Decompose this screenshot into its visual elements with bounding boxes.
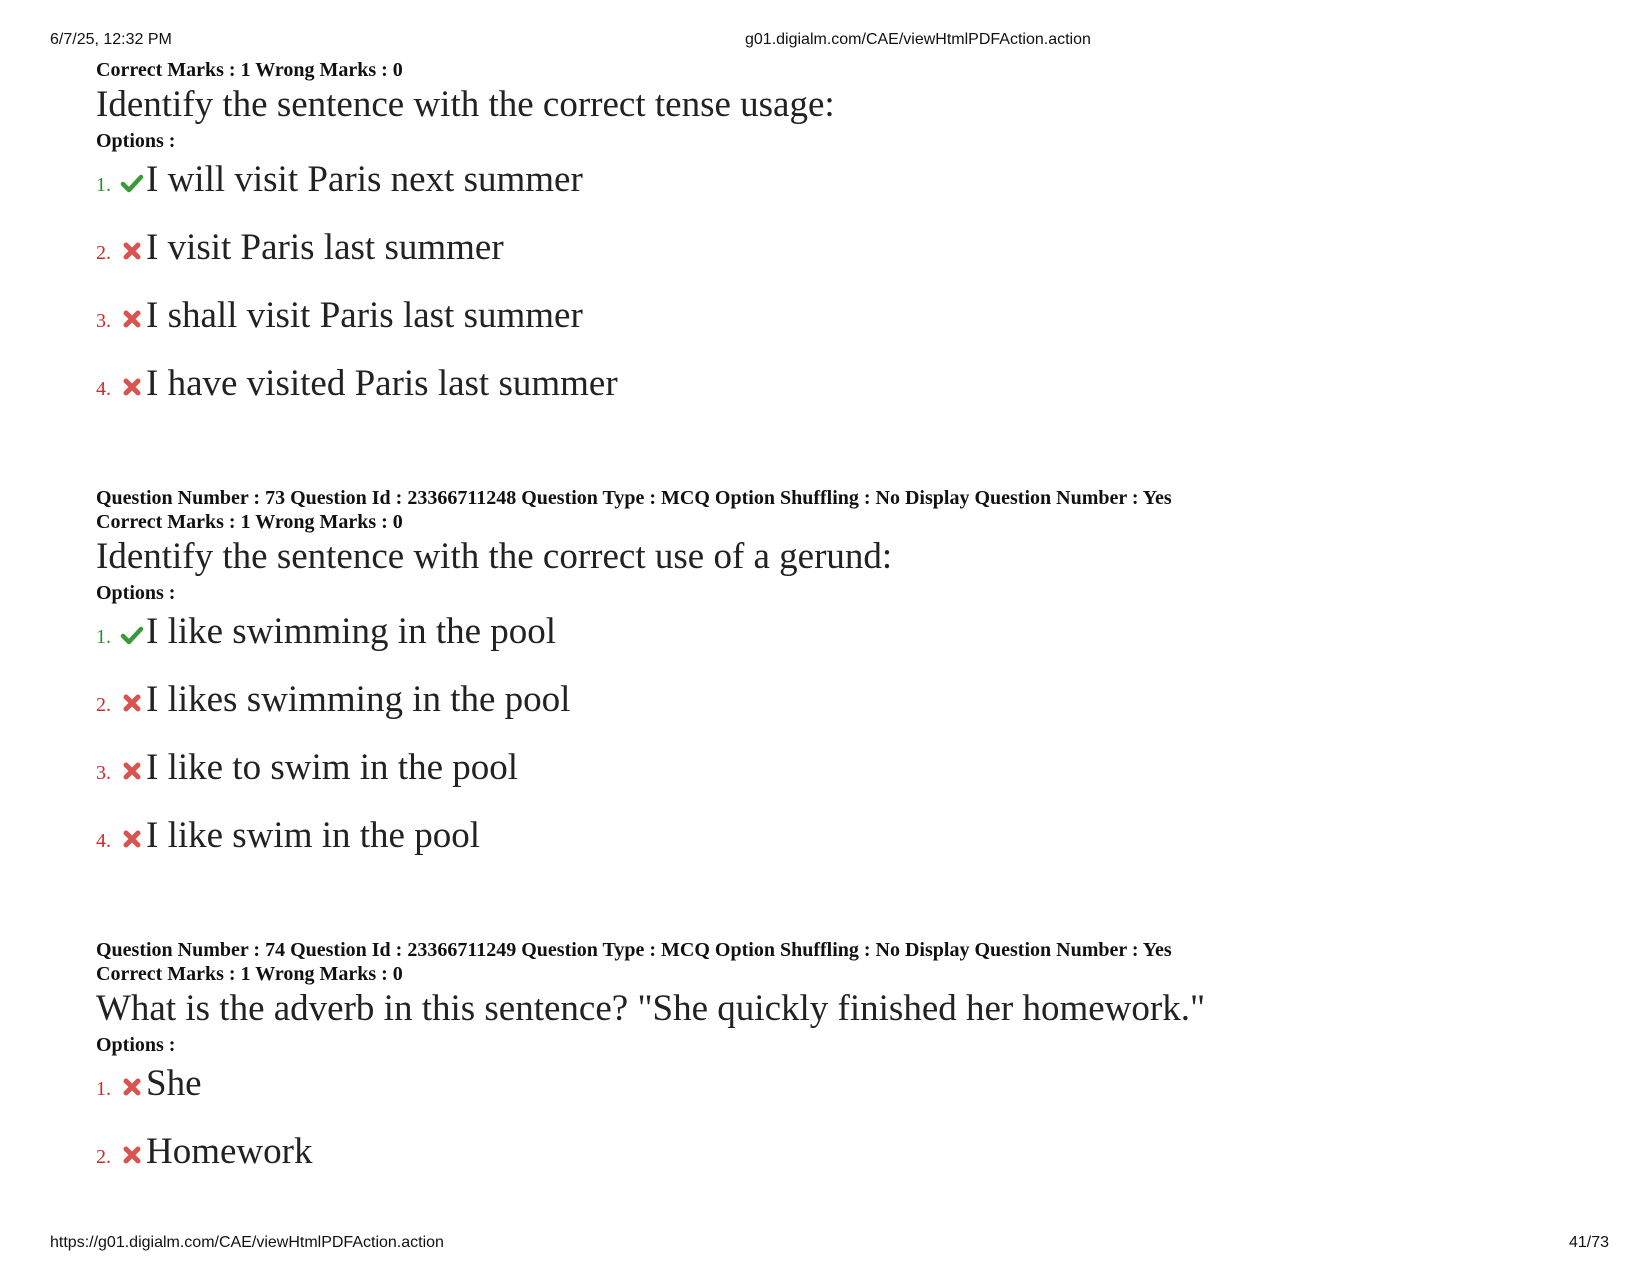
option-item: [96, 158, 1596, 226]
option-number: 1.: [96, 626, 111, 648]
question-meta: Question Number : 73 Question Id : 23366711248 Question Type : MCQ Option Shuffling : No Display Question Number : Yes: [96, 487, 1172, 509]
option-number: 2.: [96, 242, 111, 264]
option-item: [96, 610, 1596, 678]
option-text: She: [146, 1063, 202, 1104]
option-text: I have visited Paris last summer: [146, 363, 618, 404]
print-header: [0, 31, 1651, 53]
cross-icon: [120, 692, 144, 714]
cross-icon: [120, 760, 144, 782]
option-number: 4.: [96, 830, 111, 852]
print-footer: [0, 1234, 1651, 1256]
question-block: [96, 486, 1596, 882]
question-meta: Question Number : 74 Question Id : 23366711249 Question Type : MCQ Option Shuffling : No Display Question Number : Yes: [96, 939, 1172, 961]
page-number: 41/73: [1568, 1234, 1609, 1251]
option-text: I like to swim in the pool: [146, 747, 519, 788]
option-number: 2.: [96, 1146, 111, 1168]
print-footer-url: https://g01.digialm.com/CAE/viewHtmlPDFAction.action: [50, 1234, 444, 1251]
option-number: 3.: [96, 310, 111, 332]
print-header-url: g01.digialm.com/CAE/viewHtmlPDFAction.action: [745, 31, 1091, 48]
option-item: [96, 1062, 1596, 1130]
marks-line: Correct Marks : 1 Wrong Marks : 0: [96, 59, 403, 81]
option-text: I shall visit Paris last summer: [146, 295, 583, 336]
option-text: I like swimming in the pool: [146, 611, 557, 652]
cross-icon: [120, 1144, 144, 1166]
option-item: [96, 814, 1596, 882]
question-text: Identify the sentence with the correct use of a gerund:: [96, 536, 893, 577]
options-label: Options :: [96, 1034, 176, 1056]
question-text: Identify the sentence with the correct tense usage:: [96, 84, 835, 125]
option-text: I visit Paris last summer: [146, 227, 504, 268]
question-text: What is the adverb in this sentence? "She quickly finished her homework.": [96, 988, 1206, 1029]
marks-line: Correct Marks : 1 Wrong Marks : 0: [96, 963, 403, 985]
option-item: [96, 294, 1596, 362]
cross-icon: [120, 240, 144, 262]
cross-icon: [120, 376, 144, 398]
option-item: [96, 1130, 1596, 1198]
option-number: 1.: [96, 1078, 111, 1100]
option-item: [96, 362, 1596, 430]
cross-icon: [120, 1076, 144, 1098]
option-number: 4.: [96, 378, 111, 400]
option-text: I likes swimming in the pool: [146, 679, 571, 720]
question-block: [96, 58, 1596, 430]
marks-line: Correct Marks : 1 Wrong Marks : 0: [96, 511, 403, 533]
options-label: Options :: [96, 130, 176, 152]
option-number: 2.: [96, 694, 111, 716]
option-item: [96, 226, 1596, 294]
option-text: Homework: [146, 1131, 313, 1172]
cross-icon: [120, 308, 144, 330]
option-item: [96, 678, 1596, 746]
option-number: 1.: [96, 174, 111, 196]
check-icon: [120, 172, 144, 194]
check-icon: [120, 624, 144, 646]
option-number: 3.: [96, 762, 111, 784]
option-text: I will visit Paris next summer: [146, 159, 583, 200]
question-paper: [96, 58, 1596, 1198]
option-item: [96, 746, 1596, 814]
cross-icon: [120, 828, 144, 850]
print-datetime: 6/7/25, 12:32 PM: [50, 31, 172, 48]
question-block: [96, 938, 1596, 1198]
options-label: Options :: [96, 582, 176, 604]
option-text: I like swim in the pool: [146, 815, 480, 856]
